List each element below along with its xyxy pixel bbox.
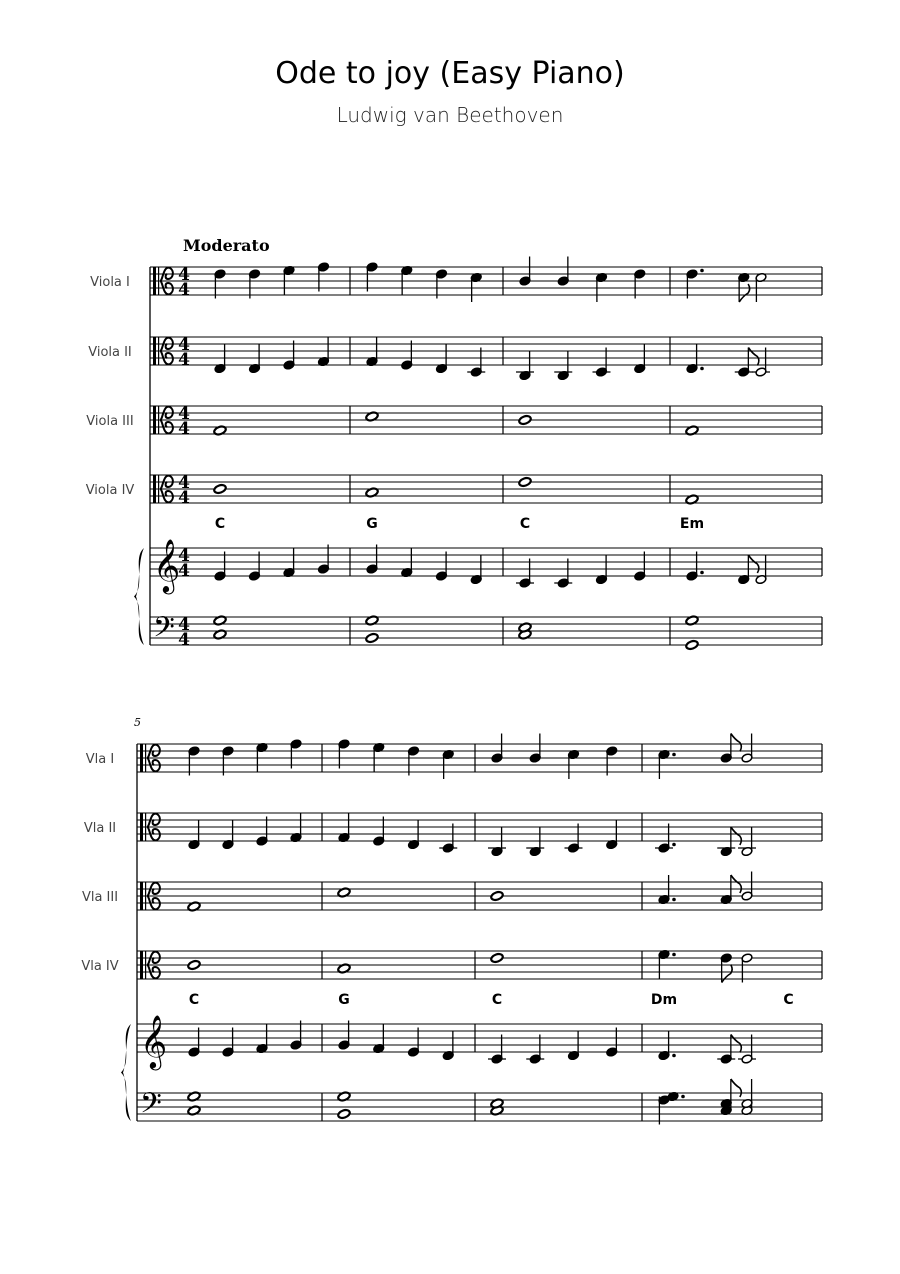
time-signature-top: 4 bbox=[178, 265, 190, 285]
staff-4 bbox=[81, 949, 822, 982]
time-signature-bottom: 4 bbox=[178, 488, 190, 508]
staff-5 bbox=[150, 538, 822, 594]
time-signature-bottom: 4 bbox=[178, 630, 190, 650]
instrument-label: Vla IV bbox=[81, 959, 119, 974]
note-head bbox=[518, 415, 532, 426]
dot bbox=[672, 753, 676, 757]
piano-brace bbox=[121, 1024, 131, 1121]
chord-symbol: C bbox=[214, 516, 226, 532]
alto-clef-bar-thin bbox=[145, 951, 146, 979]
note-head bbox=[187, 960, 201, 971]
note-head bbox=[337, 1109, 351, 1120]
staff-4 bbox=[86, 473, 822, 508]
alto-clef-bar-thin bbox=[158, 267, 159, 295]
instrument-label: Viola I bbox=[90, 275, 130, 290]
alto-clef-bar-thin bbox=[158, 337, 159, 365]
staff-3 bbox=[86, 404, 822, 439]
time-signature-top: 4 bbox=[178, 404, 190, 424]
staff-1 bbox=[86, 734, 822, 780]
note-flag bbox=[748, 348, 759, 366]
instrument-label: Vla II bbox=[83, 821, 117, 836]
dot bbox=[672, 953, 676, 957]
staff-6 bbox=[150, 611, 822, 651]
alto-clef-bar bbox=[140, 951, 143, 979]
alto-clef-bar-thin bbox=[158, 475, 159, 503]
alto-clef-bar-thin bbox=[158, 406, 159, 434]
staff-5 bbox=[137, 1014, 822, 1070]
staff-2 bbox=[84, 813, 822, 857]
instrument-label: Viola III bbox=[86, 414, 134, 429]
note-flag bbox=[722, 965, 733, 983]
note-head bbox=[490, 953, 504, 964]
note-flag bbox=[731, 875, 742, 893]
alto-clef-bar bbox=[153, 267, 156, 295]
time-signature-top: 4 bbox=[178, 335, 190, 355]
time-signature-top: 4 bbox=[178, 473, 190, 493]
chord-symbol: C bbox=[783, 992, 794, 1008]
dot bbox=[700, 269, 704, 273]
dot bbox=[700, 367, 704, 371]
alto-clef-bar-thin bbox=[145, 882, 146, 910]
note-head bbox=[518, 477, 532, 488]
chord-symbol: C bbox=[491, 992, 503, 1008]
staff-6 bbox=[137, 1079, 822, 1127]
chord-symbol: C bbox=[519, 516, 531, 532]
alto-clef-bar bbox=[153, 475, 156, 503]
instrument-label: Vla I bbox=[85, 752, 115, 767]
dot bbox=[700, 571, 704, 575]
dot bbox=[672, 898, 676, 902]
treble-clef-icon: 𝄞 bbox=[153, 538, 181, 592]
time-signature-top: 4 bbox=[178, 546, 190, 566]
note-flag bbox=[739, 284, 750, 302]
note-flag bbox=[731, 734, 742, 752]
score-title: Ode to joy (Easy Piano) bbox=[275, 56, 625, 91]
staff-2 bbox=[88, 335, 822, 381]
staff-3 bbox=[82, 872, 822, 912]
note-head bbox=[365, 633, 379, 644]
alto-clef-bar bbox=[140, 813, 143, 841]
time-signature-top: 4 bbox=[178, 615, 190, 635]
dot bbox=[672, 1054, 676, 1058]
staff-1 bbox=[90, 257, 822, 303]
piano-brace bbox=[134, 548, 144, 645]
time-signature-bottom: 4 bbox=[178, 280, 190, 300]
note-flag bbox=[731, 827, 742, 845]
time-signature-bottom: 4 bbox=[178, 561, 190, 581]
instrument-label: Viola II bbox=[88, 345, 132, 360]
chord-symbol: G bbox=[338, 992, 350, 1008]
time-signature-bottom: 4 bbox=[178, 419, 190, 439]
dot bbox=[672, 843, 676, 847]
alto-clef-bar bbox=[153, 337, 156, 365]
tempo-marking: Moderato bbox=[183, 236, 270, 255]
chord-symbol: G bbox=[366, 516, 378, 532]
note-head bbox=[490, 891, 504, 902]
bass-clef-icon: 𝄢 bbox=[140, 1087, 162, 1127]
chord-symbol: Em bbox=[679, 516, 705, 532]
alto-clef-bar-thin bbox=[145, 813, 146, 841]
measure-number: 5 bbox=[134, 716, 141, 729]
dot bbox=[681, 1095, 685, 1099]
alto-clef-bar-thin bbox=[145, 744, 146, 772]
instrument-label: Vla III bbox=[81, 890, 119, 905]
treble-clef-icon: 𝄞 bbox=[140, 1014, 168, 1068]
system-1 bbox=[86, 236, 822, 651]
note-flag bbox=[748, 555, 759, 573]
instrument-label: Viola IV bbox=[85, 483, 135, 498]
alto-clef-bar bbox=[153, 406, 156, 434]
chord-symbol: C bbox=[188, 992, 200, 1008]
system-2 bbox=[81, 716, 822, 1127]
note-flag bbox=[731, 1079, 742, 1097]
note-head bbox=[213, 484, 227, 495]
composer-name: Ludwig van Beethoven bbox=[336, 103, 564, 127]
bass-clef-icon: 𝄢 bbox=[153, 611, 175, 651]
alto-clef-bar bbox=[140, 882, 143, 910]
time-signature-bottom: 4 bbox=[178, 350, 190, 370]
note-head bbox=[685, 640, 699, 651]
chord-symbol: Dm bbox=[650, 992, 678, 1008]
alto-clef-bar bbox=[140, 744, 143, 772]
note-flag bbox=[731, 1035, 742, 1053]
